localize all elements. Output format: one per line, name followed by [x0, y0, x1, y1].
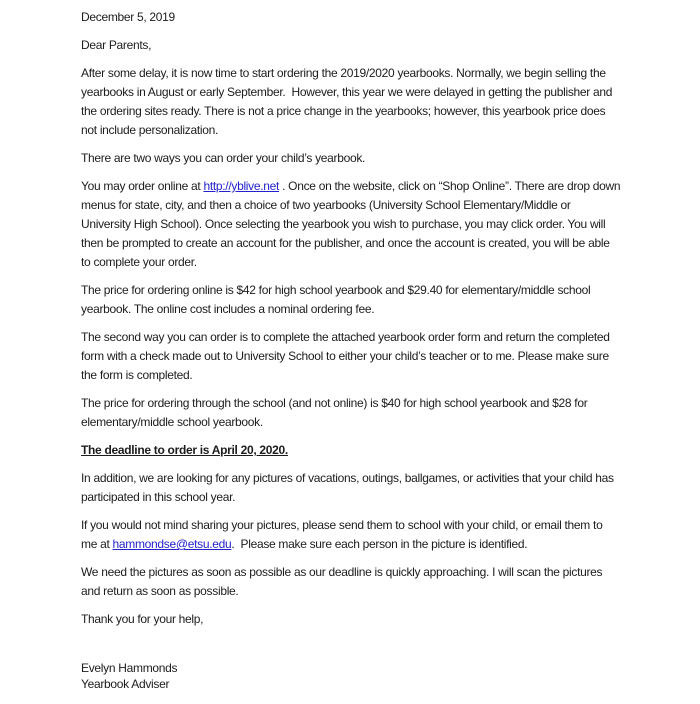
paragraph-online-price: The price for ordering online is $42 for high school yearbook and $29.40 for elementary/middle school yearbook. The online cost includes a nominal ordering fee.: [81, 283, 594, 316]
paragraph-delay-intro: After some delay, it is now time to start ordering the 2019/2020 yearbooks. Normally, we begin selling the yearbooks in August or early September. However, this year we were delayed in getting the publisher and the ordering sites ready. There is not a price change in the yearbooks; however, this yearbook price does not include personalization.: [81, 66, 616, 137]
signature-name: Evelyn Hammonds: [81, 661, 178, 675]
paragraph-order-form: The second way you can order is to complete the attached yearbook order form and return the completed form with a check made out to University School to either your child’s teacher or to me. Please make sure the form is completed.: [81, 330, 613, 382]
paragraph-text: . Once on the website, click on “Shop Online”. There are drop down menus for state, city, and then a choice of two yearbooks (University School Elementary/Middle or University High School). Once selecting the yearbook you wish to purchase, you may click order. You will then be prompted to create an account for the publisher, and once the account is created, you will be able to complete your order.: [81, 179, 624, 269]
paragraph-pictures-request: In addition, we are looking for any pictures of vacations, outings, ballgames, or activities that your child has participated in this school year.: [81, 471, 617, 504]
paragraph-text: You may order online at: [81, 179, 204, 193]
paragraph-two-ways: There are two ways you can order your child’s yearbook.: [81, 151, 366, 165]
paragraph-online-ordering: [81, 177, 624, 272]
signature-block: [81, 660, 621, 692]
paragraph-text: If you would not mind sharing your pictures, please send them to school with your child, or email them to me at: [81, 518, 606, 551]
paragraph-need-pictures: We need the pictures as soon as possible as our deadline is quickly approaching. I will scan the pictures and return as soon as possible.: [81, 565, 606, 598]
salutation: Dear Parents,: [81, 38, 152, 52]
letter-date: December 5, 2019: [81, 10, 175, 24]
signature-title: Yearbook Adviser: [81, 677, 170, 691]
yblive-hyperlink[interactable]: http://yblive.net: [203, 179, 280, 193]
email-hyperlink[interactable]: hammondse@etsu.edu: [112, 537, 232, 551]
paragraph-text: . Please make sure each person in the picture is identified.: [231, 537, 528, 551]
paragraph-share-pictures: [81, 516, 621, 554]
deadline-statement: The deadline to order is April 20, 2020.: [81, 443, 288, 457]
paragraph-school-price: The price for ordering through the school (and not online) is $40 for high school yearbook and $28 for elementary/middle school yearbook.: [81, 396, 591, 429]
closing-line: Thank you for your help,: [81, 612, 204, 626]
